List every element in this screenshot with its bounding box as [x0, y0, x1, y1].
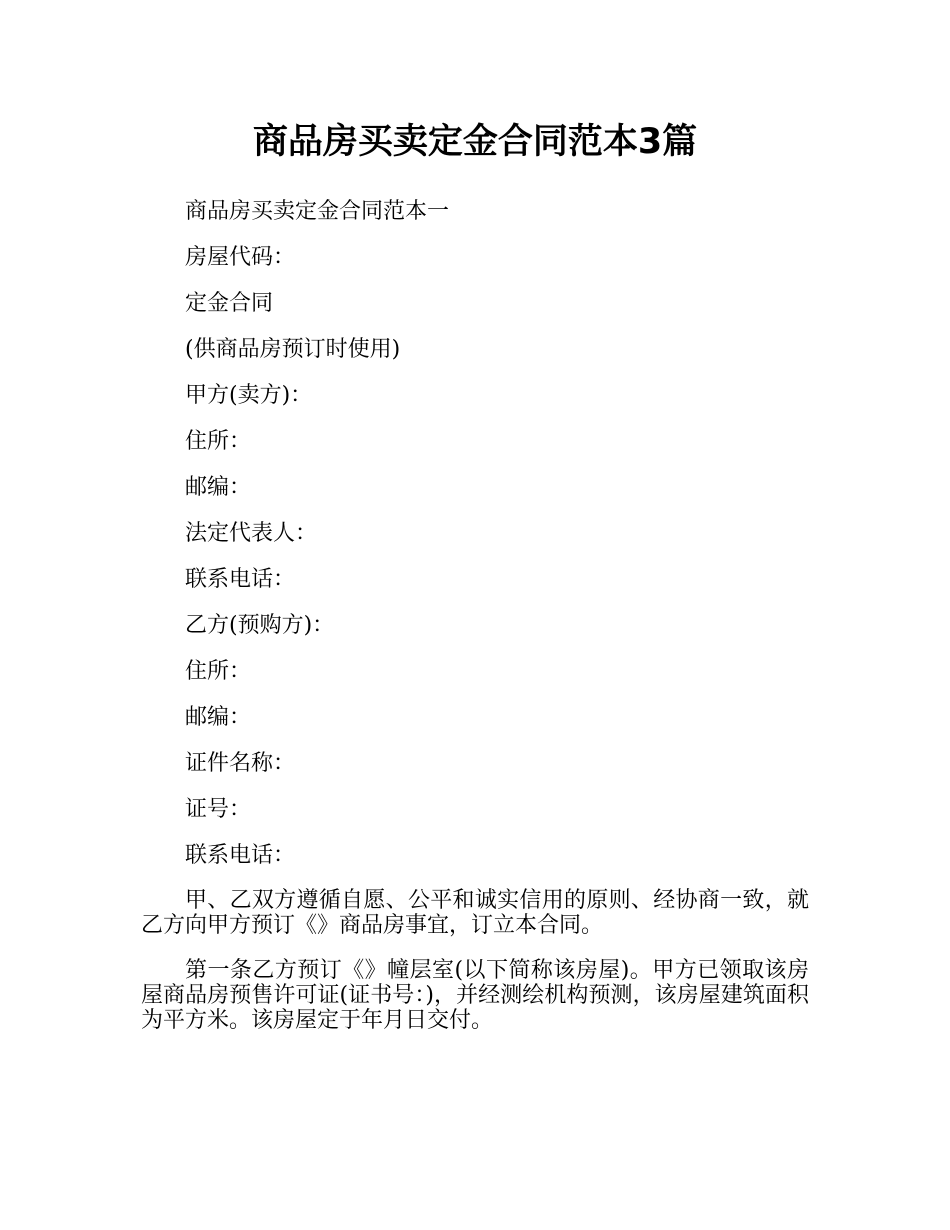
party-b-label: 乙方(预购方)：	[185, 613, 335, 638]
party-b-id-number-field: 证号：	[185, 797, 252, 822]
party-b-postcode-field: 邮编：	[185, 705, 252, 730]
house-code-field: 房屋代码：	[185, 245, 296, 270]
party-a-label: 甲方(卖方)：	[185, 383, 313, 408]
preamble-paragraph: 甲、乙双方遵循自愿、公平和诚实信用的原则、经协商一致，就乙方向甲方预订《》商品房事宜，订立本合同。	[141, 888, 809, 938]
section-heading: 商品房买卖定金合同范本一	[185, 199, 450, 224]
document-body	[141, 198, 809, 1053]
contract-usage-note: (供商品房预订时使用)	[185, 337, 401, 362]
party-b-phone-field: 联系电话：	[185, 843, 296, 868]
article-one-paragraph: 第一条乙方预订《》幢层室(以下简称该房屋)。甲方已领取该房屋商品房预售许可证(证书号：)，并经测绘机构预测，该房屋建筑面积为平方米。该房屋定于年月日交付。	[141, 958, 809, 1033]
document-title: 商品房买卖定金合同范本3篇	[252, 122, 698, 162]
party-a-legal-rep-field: 法定代表人：	[185, 521, 318, 546]
party-b-id-type-field: 证件名称：	[185, 751, 296, 776]
party-a-address-field: 住所：	[185, 429, 252, 454]
party-a-phone-field: 联系电话：	[185, 567, 296, 592]
party-a-postcode-field: 邮编：	[185, 475, 252, 500]
party-b-address-field: 住所：	[185, 659, 252, 684]
contract-name: 定金合同	[185, 291, 274, 316]
